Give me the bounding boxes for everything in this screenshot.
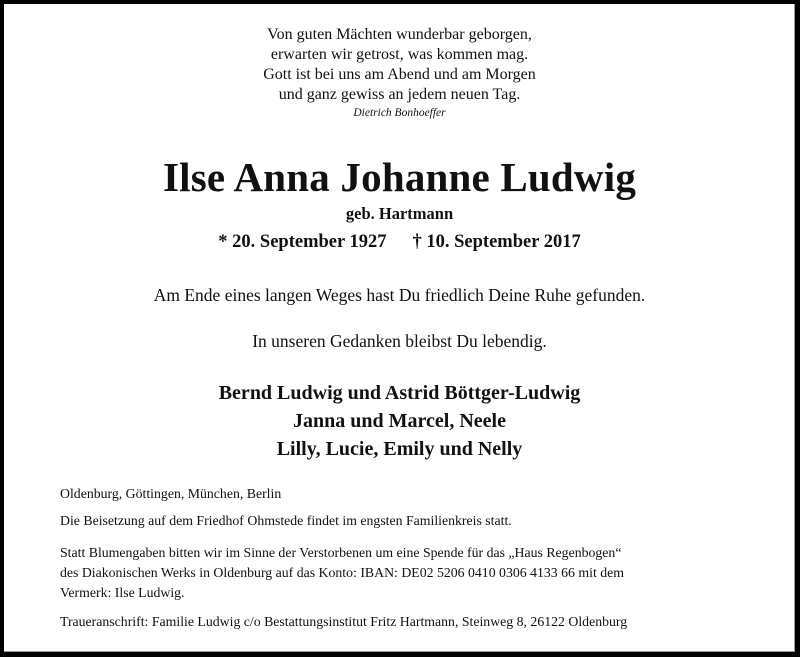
verse-line-2: In unseren Gedanken bleibst Du lebendig. — [252, 331, 547, 351]
mourner-line: Bernd Ludwig und Astrid Böttger-Ludwig — [218, 382, 581, 404]
poem-line: Von guten Mächten wunderbar geborgen, — [267, 26, 532, 43]
maiden-name: geb. Hartmann — [345, 204, 454, 223]
poem-block — [4, 25, 795, 121]
mourners-block — [4, 379, 795, 463]
places-line: Oldenburg, Göttingen, München, Berlin — [60, 486, 282, 501]
verse-line-1: Am Ende eines langen Weges hast Du friedlich Deine Ruhe gefunden. — [153, 285, 646, 305]
obituary-notice — [4, 4, 795, 652]
donation-line: Statt Blumengaben bitten wir im Sinne der Verstorbenen um eine Spende für das „Haus Regenbogen“ — [60, 545, 622, 560]
poem-line: und ganz gewiss an jedem neuen Tag. — [278, 86, 521, 103]
birth-date: * 20. September 1927 — [218, 232, 387, 252]
mourner-line: Lilly, Lucie, Emily und Nelly — [276, 438, 523, 460]
burial-notice: Die Beisetzung auf dem Friedhof Ohmstede findet im engsten Familienkreis statt. — [60, 513, 512, 528]
mourner-line: Janna und Marcel, Neele — [293, 410, 506, 432]
death-date: † 10. September 2017 — [412, 232, 581, 252]
poem-line: erwarten wir getrost, was kommen mag. — [270, 46, 529, 63]
deceased-name: Ilse Anna Johanne Ludwig — [162, 154, 637, 200]
life-dates — [4, 230, 795, 254]
donation-notice — [60, 543, 780, 603]
donation-line: Vermerk: Ilse Ludwig. — [60, 585, 185, 600]
donation-line: des Diakonischen Werks in Oldenburg auf das Konto: IBAN: DE02 5206 0410 0306 4133 66 mit dem — [60, 565, 624, 580]
poem-line: Gott ist bei uns am Abend und am Morgen — [263, 66, 536, 83]
poem-author: Dietrich Bonhoeffer — [353, 107, 446, 119]
mourning-address: Traueranschrift: Familie Ludwig c/o Bestattungsinstitut Fritz Hartmann, Steinweg 8, 26122 Oldenburg — [60, 614, 628, 629]
